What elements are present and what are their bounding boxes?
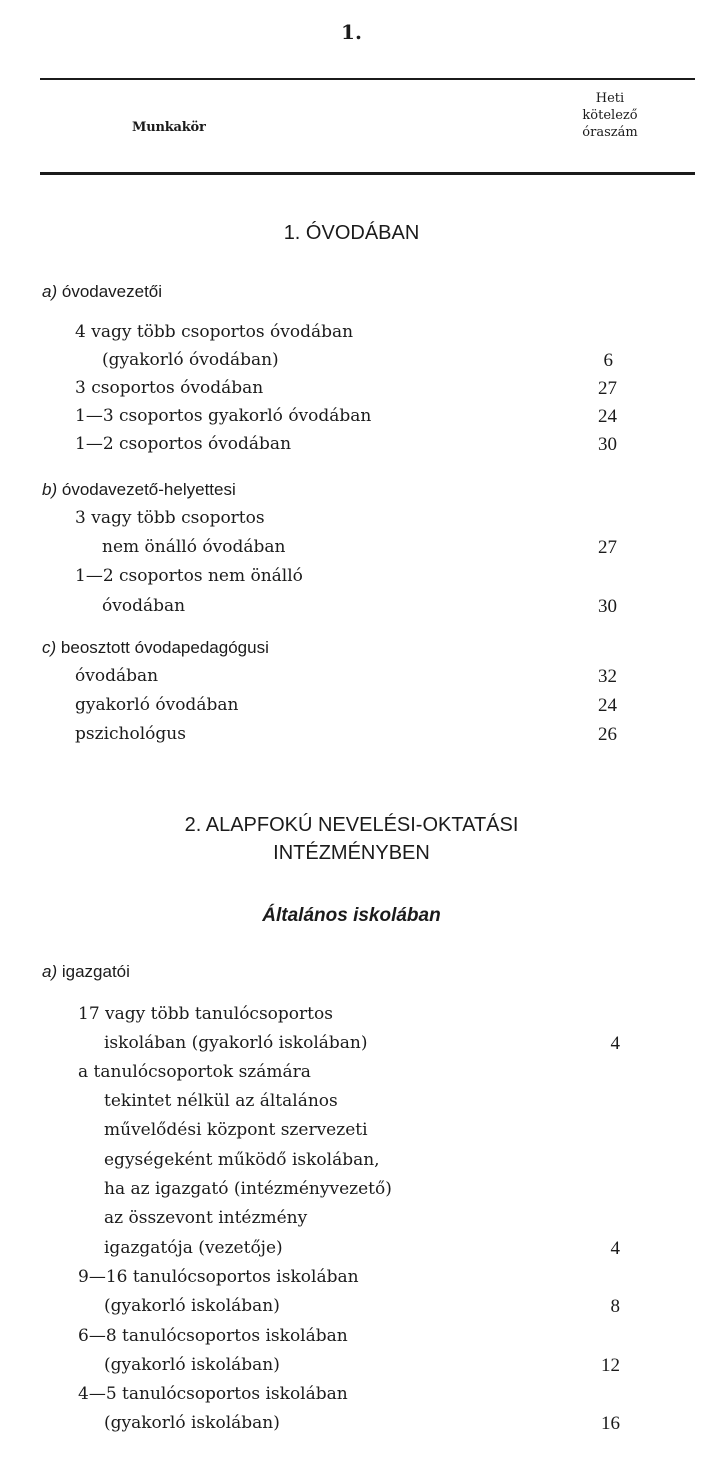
row-value: 30 bbox=[598, 434, 617, 455]
row-value: 32 bbox=[598, 666, 617, 687]
category-a-label bbox=[42, 282, 162, 302]
category-letter: b) bbox=[42, 480, 58, 499]
row-line: 3 vagy több csoportos bbox=[75, 508, 265, 528]
column-header-role: Munkakör bbox=[132, 120, 206, 135]
row-value: 8 bbox=[610, 1296, 620, 1317]
row-line: a tanulócsoportok számára bbox=[78, 1062, 311, 1082]
row-line: óvodában bbox=[75, 666, 159, 686]
row-line: óvodában bbox=[102, 596, 186, 616]
row-line: 1—2 csoportos nem önálló bbox=[75, 566, 303, 586]
section-title-alapfoku-line1: 2. ALAPFOKÚ NEVELÉSI-OKTATÁSI bbox=[184, 814, 519, 836]
row-value: 27 bbox=[598, 378, 617, 399]
category-a-label bbox=[42, 962, 130, 982]
row-value: 16 bbox=[601, 1413, 620, 1434]
row-line: 1—2 csoportos óvodában bbox=[75, 434, 292, 454]
row-line: 4—5 tanulócsoportos iskolában bbox=[78, 1384, 348, 1404]
row-value: 12 bbox=[601, 1355, 620, 1376]
category-text: óvodavezető-helyettesi bbox=[61, 480, 236, 499]
category-text: beosztott óvodapedagógusi bbox=[60, 638, 269, 657]
row-value: 26 bbox=[598, 724, 617, 745]
category-text: óvodavezetői bbox=[61, 282, 163, 301]
column-header-hours-line3: óraszám bbox=[582, 125, 638, 140]
row-line: ha az igazgató (intézményvezető) bbox=[104, 1179, 392, 1199]
page-number: 1. bbox=[341, 20, 362, 44]
header-bottom-rule bbox=[40, 172, 695, 175]
category-text: igazgatói bbox=[61, 962, 130, 981]
row-line: pszichológus bbox=[75, 724, 186, 744]
row-line: (gyakorló iskolában) bbox=[104, 1296, 280, 1316]
subsection-title: Általános iskolában bbox=[262, 905, 441, 926]
row-value: 4 bbox=[610, 1033, 620, 1054]
category-letter: c) bbox=[42, 638, 57, 657]
row-line: művelődési központ szervezeti bbox=[104, 1120, 368, 1140]
row-line: az összevont intézmény bbox=[104, 1208, 308, 1228]
row-value: 27 bbox=[598, 537, 617, 558]
row-line: 9—16 tanulócsoportos iskolában bbox=[78, 1267, 359, 1287]
category-b-label bbox=[42, 480, 236, 500]
row-value: 24 bbox=[598, 406, 617, 427]
row-line: iskolában (gyakorló iskolában) bbox=[104, 1033, 368, 1053]
category-letter: a) bbox=[42, 282, 58, 301]
row-line: 4 vagy több csoportos óvodában bbox=[75, 322, 354, 342]
row-line: egységeként működő iskolában, bbox=[104, 1150, 380, 1170]
row-value: 4 bbox=[610, 1238, 620, 1259]
row-line: (gyakorló iskolában) bbox=[104, 1355, 280, 1375]
row-value: 30 bbox=[598, 596, 617, 617]
category-letter: a) bbox=[42, 962, 58, 981]
column-header-hours bbox=[560, 90, 660, 141]
row-line: gyakorló óvodában bbox=[75, 695, 239, 715]
row-line: (gyakorló óvodában) bbox=[102, 350, 279, 370]
row-value: 24 bbox=[598, 695, 617, 716]
row-line: igazgatója (vezetője) bbox=[104, 1238, 283, 1258]
row-line: 17 vagy több tanulócsoportos bbox=[78, 1004, 333, 1024]
row-line: nem önálló óvodában bbox=[102, 537, 286, 557]
column-header-hours-line2: kötelező bbox=[582, 108, 638, 123]
row-line: 1—3 csoportos gyakorló óvodában bbox=[75, 406, 372, 426]
column-header-hours-line1: Heti bbox=[595, 91, 625, 106]
section-title-alapfoku-line2: INTÉZMÉNYBEN bbox=[273, 842, 430, 864]
row-value: 6 bbox=[603, 350, 613, 371]
row-line: 3 csoportos óvodában bbox=[75, 378, 264, 398]
section-title-ovodaban: 1. ÓVODÁBAN bbox=[283, 222, 420, 244]
row-line: 6—8 tanulócsoportos iskolában bbox=[78, 1326, 348, 1346]
row-line: (gyakorló iskolában) bbox=[104, 1413, 280, 1433]
header-top-rule bbox=[40, 78, 695, 80]
category-c-label bbox=[42, 638, 269, 658]
row-line: tekintet nélkül az általános bbox=[104, 1091, 338, 1111]
